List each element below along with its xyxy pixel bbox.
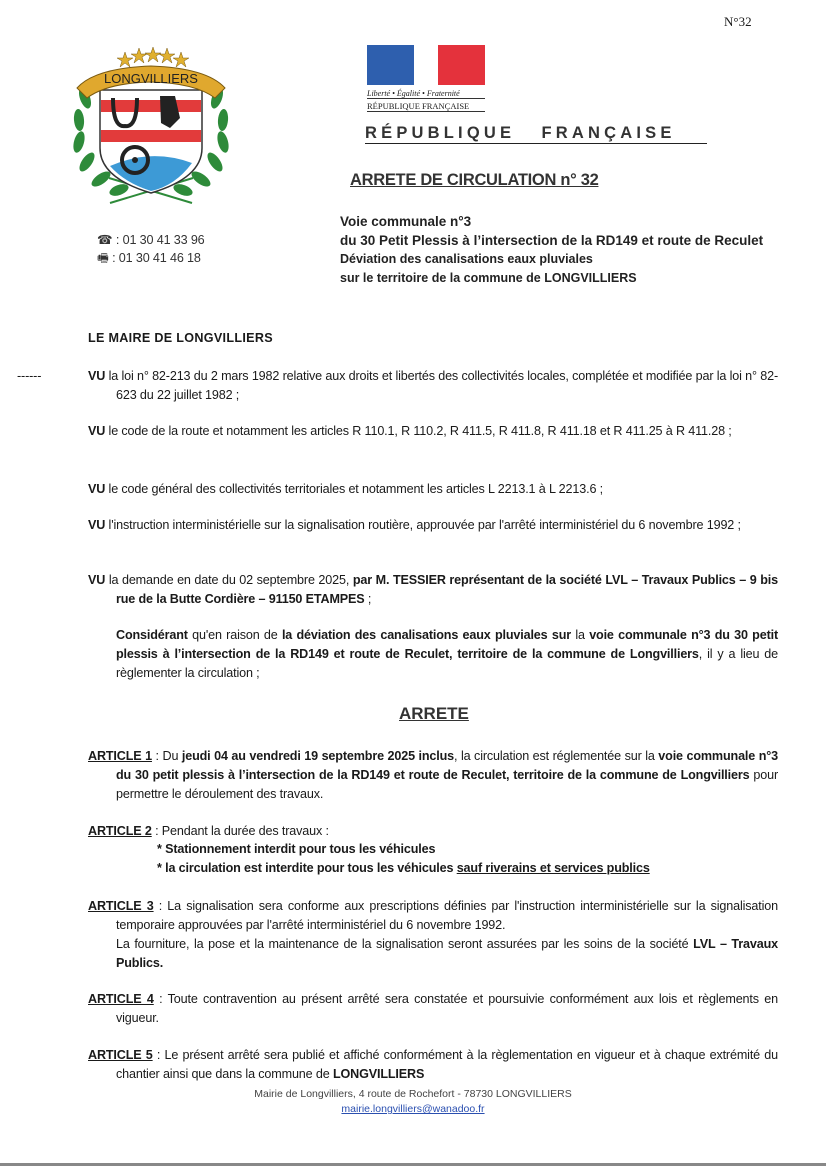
fax-text: : 01 30 41 46 18 — [112, 251, 201, 265]
page-bottom-border — [0, 1163, 826, 1166]
article-3-supply: La fourniture, la pose et la maintenance de la signalisation seront assurées par les soins de la société LVL – Travaux Publics. — [116, 937, 778, 970]
footer-address: Mairie de Longvilliers, 4 route de Rochefort - 78730 LONGVILLIERS — [254, 1088, 572, 1100]
subject-line: du 30 Petit Plessis à l’intersection de la RD149 et route de Reculet — [340, 233, 764, 248]
mayor-heading: LE MAIRE DE LONGVILLIERS — [88, 331, 273, 345]
footer-email-link[interactable]: mairie.longvilliers@wanadoo.fr — [341, 1103, 485, 1115]
vu-clause: VU le code général des collectivités territoriales et notamment les articles L 2213.1 à L 2213.6 ; — [88, 482, 603, 496]
logo-banner-text: LONGVILLIERS — [104, 71, 198, 86]
article-4: ARTICLE 4 : Toute contravention au présent arrêté sera constatée et poursuivie conformément aux lois et règlements en vigueur. — [88, 992, 778, 1025]
vu-clause: VU le code de la route et notamment les articles R 110.1, R 110.2, R 411.5, R 411.8, R 411.18 et R 411.25 à R 411.28 ; — [88, 424, 732, 438]
article-2-item: * la circulation est interdite pour tous les véhicules sauf riverains et services publics — [157, 861, 650, 875]
subject-line: Déviation des canalisations eaux pluviales — [340, 252, 593, 266]
phone-icon: ☎ — [97, 233, 113, 247]
phone-text: : 01 30 41 33 96 — [115, 233, 205, 247]
phone-number — [97, 231, 205, 250]
fax-number — [97, 249, 201, 268]
vu-clause: VU l'instruction interministérielle sur la signalisation routière, approuvée par l'arrêté interministériel du 6 novembre 1992 ; — [88, 518, 741, 532]
subject-line: Voie communale n°3 — [340, 214, 472, 229]
subject-line: sur le territoire de la commune de LONGVILLIERS — [340, 271, 637, 285]
longvilliers-coat-of-arms-logo — [65, 38, 237, 213]
margin-mark: ------ — [17, 369, 42, 383]
article-2-item: * Stationnement interdit pour tous les véhicules — [157, 842, 436, 856]
article-1: ARTICLE 1 : Du jeudi 04 au vendredi 19 septembre 2025 inclus, la circulation est réglementée sur la voie communale n°3 du 30 petit plessis à l’intersection de la RD149 et route de Reculet, territoire de la commune de Longvilliers pour permettre le déroulement des travaux. — [88, 749, 778, 801]
page-title: ARRETE DE CIRCULATION n° 32 — [350, 171, 599, 189]
considerant-clause: Considérant qu'en raison de la déviation des canalisations eaux pluviales sur la voie communale n°3 du 30 petit plessis à l’intersection de la RD149 et route de Reculet, territoire de la commune de Longvilliers, il y a lieu de règlementer la circulation ; — [116, 628, 779, 680]
arrete-heading: ARRETE — [399, 704, 469, 723]
fax-icon: 🖷 — [97, 251, 109, 265]
republic-heading: RÉPUBLIQUE FRANÇAISE — [365, 124, 707, 144]
subject-block — [340, 212, 780, 288]
republic-label: RÉPUBLIQUE FRANÇAISE — [367, 101, 485, 112]
vu-clause: VU la demande en date du 02 septembre 2025, par M. TESSIER représentant de la société LVL – Travaux Publics – 9 bis rue de la Butte Cordière – 91150 ETAMPES ; — [88, 573, 778, 606]
article-2: ARTICLE 2 : Pendant la durée des travaux : — [88, 824, 329, 838]
vu-clause: VU la loi n° 82-213 du 2 mars 1982 relative aux droits et libertés des collectivités locales, complétée et modifiée par la loi n° 82-623 du 22 juillet 1982 ; — [88, 369, 778, 402]
article-5: ARTICLE 5 : Le présent arrêté sera publié et affiché conformément à la règlementation en vigueur et à chaque extrémité du chantier ainsi que dans la commune de LONGVILLIERS — [88, 1048, 778, 1081]
page-number: N°32 — [724, 14, 752, 29]
republic-motto: Liberté • Égalité • Fraternité — [367, 89, 485, 99]
article-3: ARTICLE 3 : La signalisation sera conforme aux prescriptions définies par l'instruction interministérielle sur la signalisation temporaire approuvées par l'arrêté interministériel du 6 novembre 1992. — [88, 899, 778, 932]
marianne-logo — [367, 45, 485, 112]
